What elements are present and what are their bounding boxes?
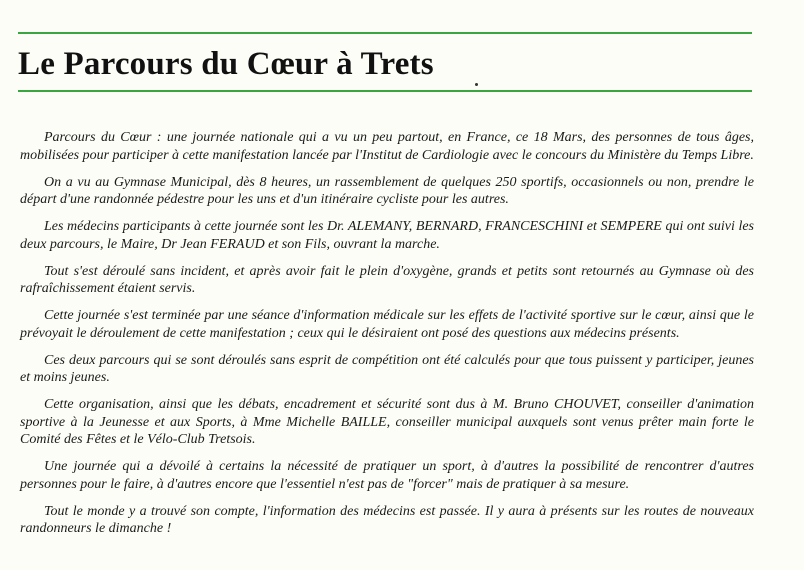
paragraph-1: Parcours du Cœur : une journée nationale qui a vu un peu partout, en France, ce 18 Mars, des personnes de tous âges, mobilisées pour participer à cette manifestation lancée par l'Institut de Cardiologie avec le concours du Ministère du Temps Libre. (20, 130, 754, 163)
article-body (20, 129, 754, 538)
title-top-rule (18, 32, 752, 34)
title-bottom-rule (18, 90, 752, 92)
paragraph-2: On a vu au Gymnase Municipal, dès 8 heures, un rassemblement de quelques 250 sportifs, occasionnels ou non, prendre le départ d'une randonnée pédestre pour les uns et d'un itinéraire cycliste pour les autres. (20, 174, 754, 207)
paragraph-8: Une journée qui a dévoilé à certains la nécessité de pratiquer un sport, à d'autres la possibilité de rencontrer d'autres personnes pour le faire, à d'autres encore que l'essentiel n'est pas de "forcer" mais de pratiquer à sa mesure. (20, 459, 754, 492)
paragraph-7: Cette organisation, ainsi que les débats, encadrement et sécurité sont dus à M. Bruno CHOUVET, conseiller d'animation sportive à la Jeunesse et aux Sports, à Mme Michelle BAILLE, conseiller municipal auxquels sont venus prêter main forte le Comité des Fêtes et le Vélo-Club Tretsois. (20, 397, 754, 447)
article-title: Le Parcours du Cœur à Trets (18, 46, 434, 82)
paragraph-9: Tout le monde y a trouvé son compte, l'information des médecins est passée. Il y aura à présents sur les routes de nouveaux randonneurs le dimanche ! (20, 503, 754, 536)
paragraph-3: Les médecins participants à cette journée sont les Dr. ALEMANY, BERNARD, FRANCESCHINI et SEMPERE qui ont suivi les deux parcours, le Maire, Dr Jean FERAUD et son Fils, ouvrant la marche. (20, 219, 754, 252)
paragraph-6: Ces deux parcours qui se sont déroulés sans esprit de compétition ont été calculés pour que tous puissent y participer, jeunes et moins jeunes. (20, 352, 754, 385)
paragraph-5: Cette journée s'est terminée par une séance d'information médicale sur les effets de l'activité sportive sur le cœur, ainsi que le prévoyait le déroulement de cette manifestation ; ceux qui le désiraient ont posé des questions aux médecins présents. (20, 308, 754, 341)
print-speck (475, 83, 478, 86)
paragraph-4: Tout s'est déroulé sans incident, et après avoir fait le plein d'oxygène, grands et petits sont retournés au Gymnase où des rafraîchissement étaient servis. (20, 263, 754, 296)
